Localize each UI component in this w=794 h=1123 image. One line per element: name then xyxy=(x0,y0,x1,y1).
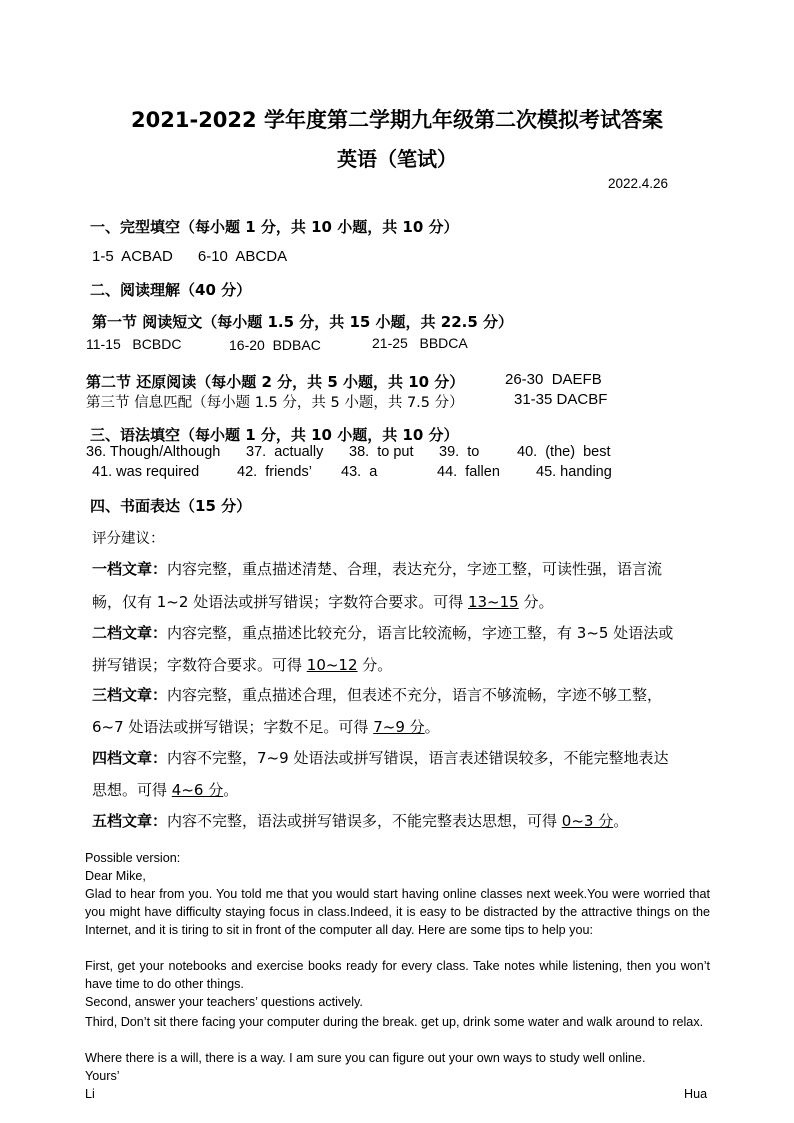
section-reading-heading: 二、阅读理解（40 分） xyxy=(90,281,252,299)
grammar-answer-43: 43. a xyxy=(341,464,378,480)
reading-answers-26-30: 26-30 DAEFB xyxy=(505,371,602,388)
grade-5-line1: 五档文章：内容不完整，语法或拼写错误多，不能完整表达思想，可得 0~3 分。 xyxy=(92,812,629,830)
essay-greeting: Dear Mike, xyxy=(85,869,146,883)
grade-5-score: 0~3 分 xyxy=(561,812,614,830)
grade-3-line2: 6~7 处语法或拼写错误；字数不足。可得 7~9 分。 xyxy=(92,718,440,736)
scoring-intro: 评分建议： xyxy=(92,531,165,547)
essay-paragraph-3: Second, answer your teachers’ questions actively. xyxy=(85,995,363,1009)
grade-2-label: 二档文章： xyxy=(92,624,168,642)
grade-3-line1: 三档文章：内容完整，重点描述合理，但表述不充分，语言不够流畅，字迹不够工整， xyxy=(92,686,663,704)
grade-3-score: 7~9 分 xyxy=(373,718,425,736)
grade-1-score: 13~15 xyxy=(467,593,519,611)
exam-date: 2022.4.26 xyxy=(608,176,669,191)
grade-4-score: 4~6 分 xyxy=(171,781,224,799)
essay-paragraph-2: First, get your notebooks and exercise books ready for every class. Take notes while listening, then you won’t have time to do other things. xyxy=(85,959,710,991)
grammar-answer-38: 38. to put xyxy=(349,444,414,460)
grammar-answer-44: 44. fallen xyxy=(437,464,500,480)
page-subtitle: 英语（笔试） xyxy=(337,147,457,171)
grade-2-line1: 二档文章：内容完整，重点描述比较充分，语言比较流畅，字迹工整，有 3~5 处语法或 xyxy=(92,624,674,642)
grammar-answer-36: 36. Though/Although xyxy=(86,444,221,460)
grade-5-label: 五档文章： xyxy=(92,812,168,830)
section-grammar-heading: 三、语法填空（每小题 1 分，共 10 小题，共 10 分） xyxy=(90,426,459,444)
grammar-answer-45: 45. handing xyxy=(536,464,612,480)
signature-first: Li xyxy=(85,1087,95,1101)
reading-section1-heading: 第一节 阅读短文（每小题 1.5 分，共 15 小题，共 22.5 分） xyxy=(92,313,514,331)
reading-section2-heading: 第二节 还原阅读（每小题 2 分，共 5 小题，共 10 分） xyxy=(86,373,465,391)
possible-version-label: Possible version: xyxy=(85,851,181,865)
signature-last: Hua xyxy=(684,1087,708,1101)
grammar-answer-42: 42. friends’ xyxy=(237,464,312,480)
grade-3-label: 三档文章： xyxy=(92,686,168,704)
reading-answers-11-15: 11-15 BCBDC xyxy=(86,336,182,352)
grade-4-line1: 四档文章：内容不完整，7~9 处语法或拼写错误，语言表述错误较多，不能完整地表达 xyxy=(92,749,669,767)
section-cloze-heading: 一、完型填空（每小题 1 分，共 10 小题，共 10 分） xyxy=(90,218,459,236)
grade-1-line1: 一档文章：内容完整，重点描述清楚、合理，表达充分，字迹工整，可读性强，语言流 xyxy=(92,560,663,578)
essay-paragraph-5: Where there is a will, there is a way. I am sure you can figure out your own ways to study well online. xyxy=(85,1051,646,1065)
grade-1-line2: 畅，仅有 1~2 处语法或拼写错误；字数符合要求。可得 13~15 分。 xyxy=(92,593,554,611)
reading-section3-heading: 第三节 信息匹配（每小题 1.5 分，共 5 小题，共 7.5 分） xyxy=(86,395,464,411)
grade-2-score: 10~12 xyxy=(306,656,358,674)
essay-closing: Yours’ xyxy=(85,1069,120,1083)
page-title: 2021-2022 学年度第二学期九年级第二次模拟考试答案 xyxy=(131,108,663,132)
grade-1-label: 一档文章： xyxy=(92,560,168,578)
section-writing-heading: 四、书面表达（15 分） xyxy=(90,497,252,515)
essay-paragraph-4: Third, Don’t sit there facing your computer during the break. get up, drink some water and walk around to relax. xyxy=(85,1015,704,1029)
grammar-answer-37: 37. actually xyxy=(246,444,324,460)
reading-answers-21-25: 21-25 BBDCA xyxy=(372,335,468,351)
grammar-answer-39: 39. to xyxy=(439,444,480,460)
reading-answers-31-35: 31-35 DACBF xyxy=(514,391,608,408)
grade-4-line2: 思想。可得 4~6 分。 xyxy=(92,781,239,799)
grade-4-label: 四档文章： xyxy=(92,749,168,767)
cloze-answers: 1-5 ACBAD 6-10 ABCDA xyxy=(92,248,288,265)
grammar-answer-41: 41. was required xyxy=(92,464,200,480)
grammar-answer-40: 40. (the) best xyxy=(517,444,611,460)
essay-paragraph-1: Glad to hear from you. You told me that you would start having online classes next week.You were worried that you might have difficulty staying focus in class.Indeed, it is easy to be distracted by the attractive things on the Internet, and it is tiring to sit in front of the computer all day. Here are some tips to help you: xyxy=(85,887,710,937)
grade-2-line2: 拼写错误；字数符合要求。可得 10~12 分。 xyxy=(92,656,393,674)
reading-answers-16-20: 16-20 BDBAC xyxy=(229,337,321,353)
